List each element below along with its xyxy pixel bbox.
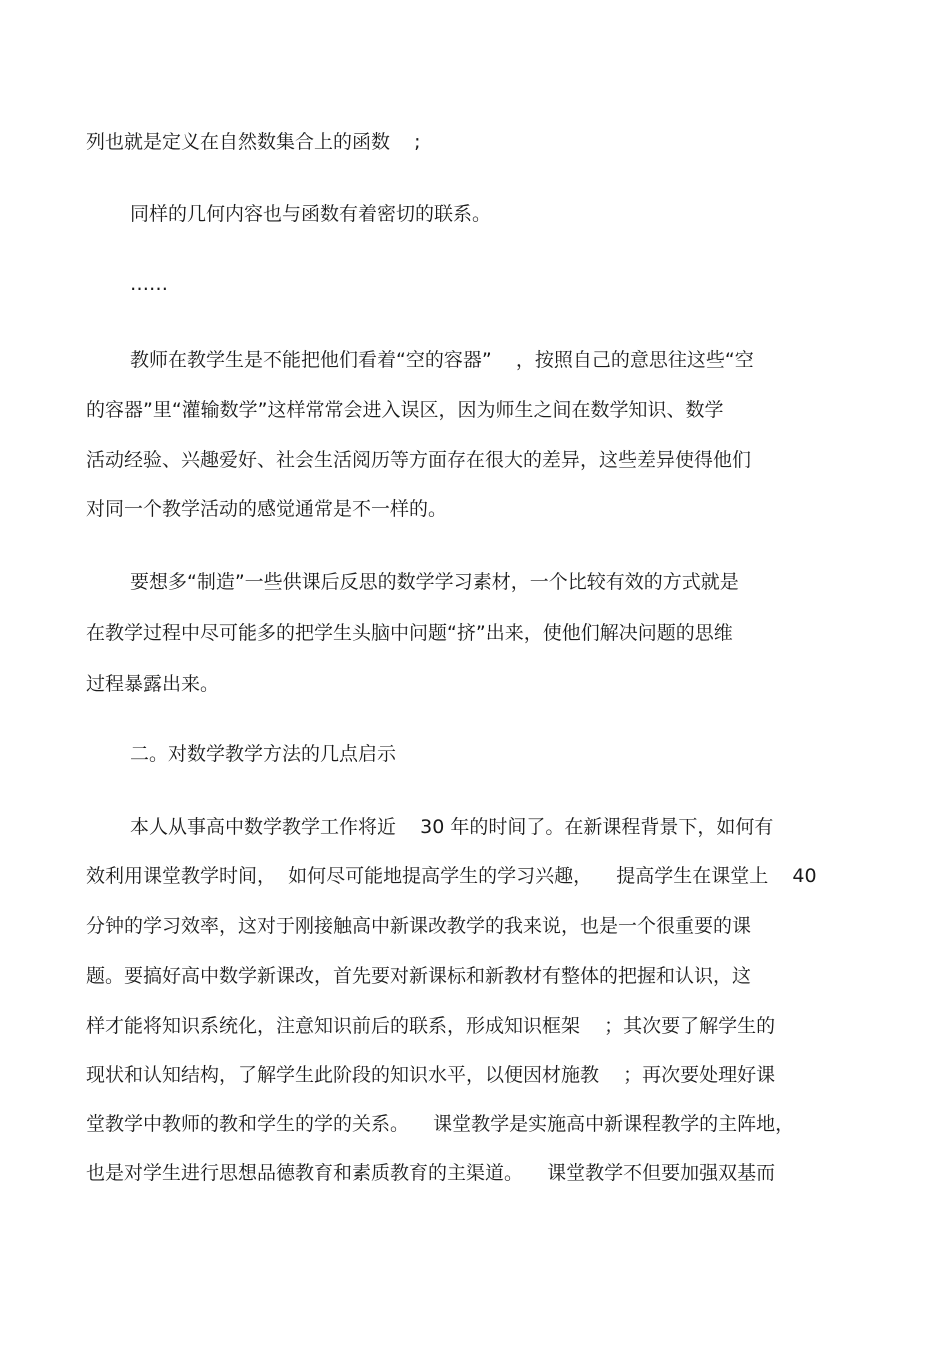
text-line: 在教学过程中尽可能多的把学生头脑中问题“挤”出来，使他们解决问题的思维 — [86, 622, 733, 644]
text-line: 堂教学中教师的教和学生的学的关系。 课堂教学是实施高中新课程教学的主阵地， — [86, 1113, 795, 1135]
text-line: 活动经验、兴趣爱好、社会生活阅历等方面存在很大的差异，这些差异使得他们 — [86, 449, 752, 471]
text-line: 对同一个教学活动的感觉通常是不一样的。 — [86, 498, 448, 520]
section-heading: 二。对数学教学方法的几点启示 — [130, 743, 397, 765]
text-line: 本人从事高中数学教学工作将近 30 年的时间了。在新课程背景下，如何有 — [130, 816, 774, 838]
text-line: 列也就是定义在自然数集合上的函数 ; — [86, 131, 421, 153]
text-line: 教师在教学生是不能把他们看着“空的容器” ，按照自己的意思往这些“空 — [130, 349, 754, 371]
text-line: 样才能将知识系统化，注意知识前后的联系，形成知识框架 ；其次要了解学生的 — [86, 1015, 776, 1037]
text-line: 题。要搞好高中数学新课改，首先要对新课标和新教材有整体的把握和认识，这 — [86, 965, 752, 987]
text-line: 效利用课堂教学时间， 如何尽可能地提高学生的学习兴趣， 提高学生在课堂上 40 — [86, 865, 817, 887]
text-line: 要想多“制造”一些供课后反思的数学学习素材，一个比较有效的方式就是 — [130, 571, 739, 593]
text-line: 也是对学生进行思想品德教育和素质教育的主渠道。 课堂教学不但要加强双基而 — [86, 1162, 776, 1184]
text-line: 过程暴露出来。 — [86, 673, 220, 695]
text-line: 现状和认知结构，了解学生此阶段的知识水平，以便因材施教 ；再次要处理好课 — [86, 1064, 776, 1086]
text-line: …… — [130, 273, 168, 295]
text-line: 分钟的学习效率，这对于刚接触高中新课改教学的我来说，也是一个很重要的课 — [86, 915, 752, 937]
text-line: 的容器”里“灌输数学”这样常常会进入误区，因为师生之间在数学知识、数学 — [86, 399, 724, 421]
text-line: 同样的几何内容也与函数有着密切的联系。 — [130, 203, 492, 225]
